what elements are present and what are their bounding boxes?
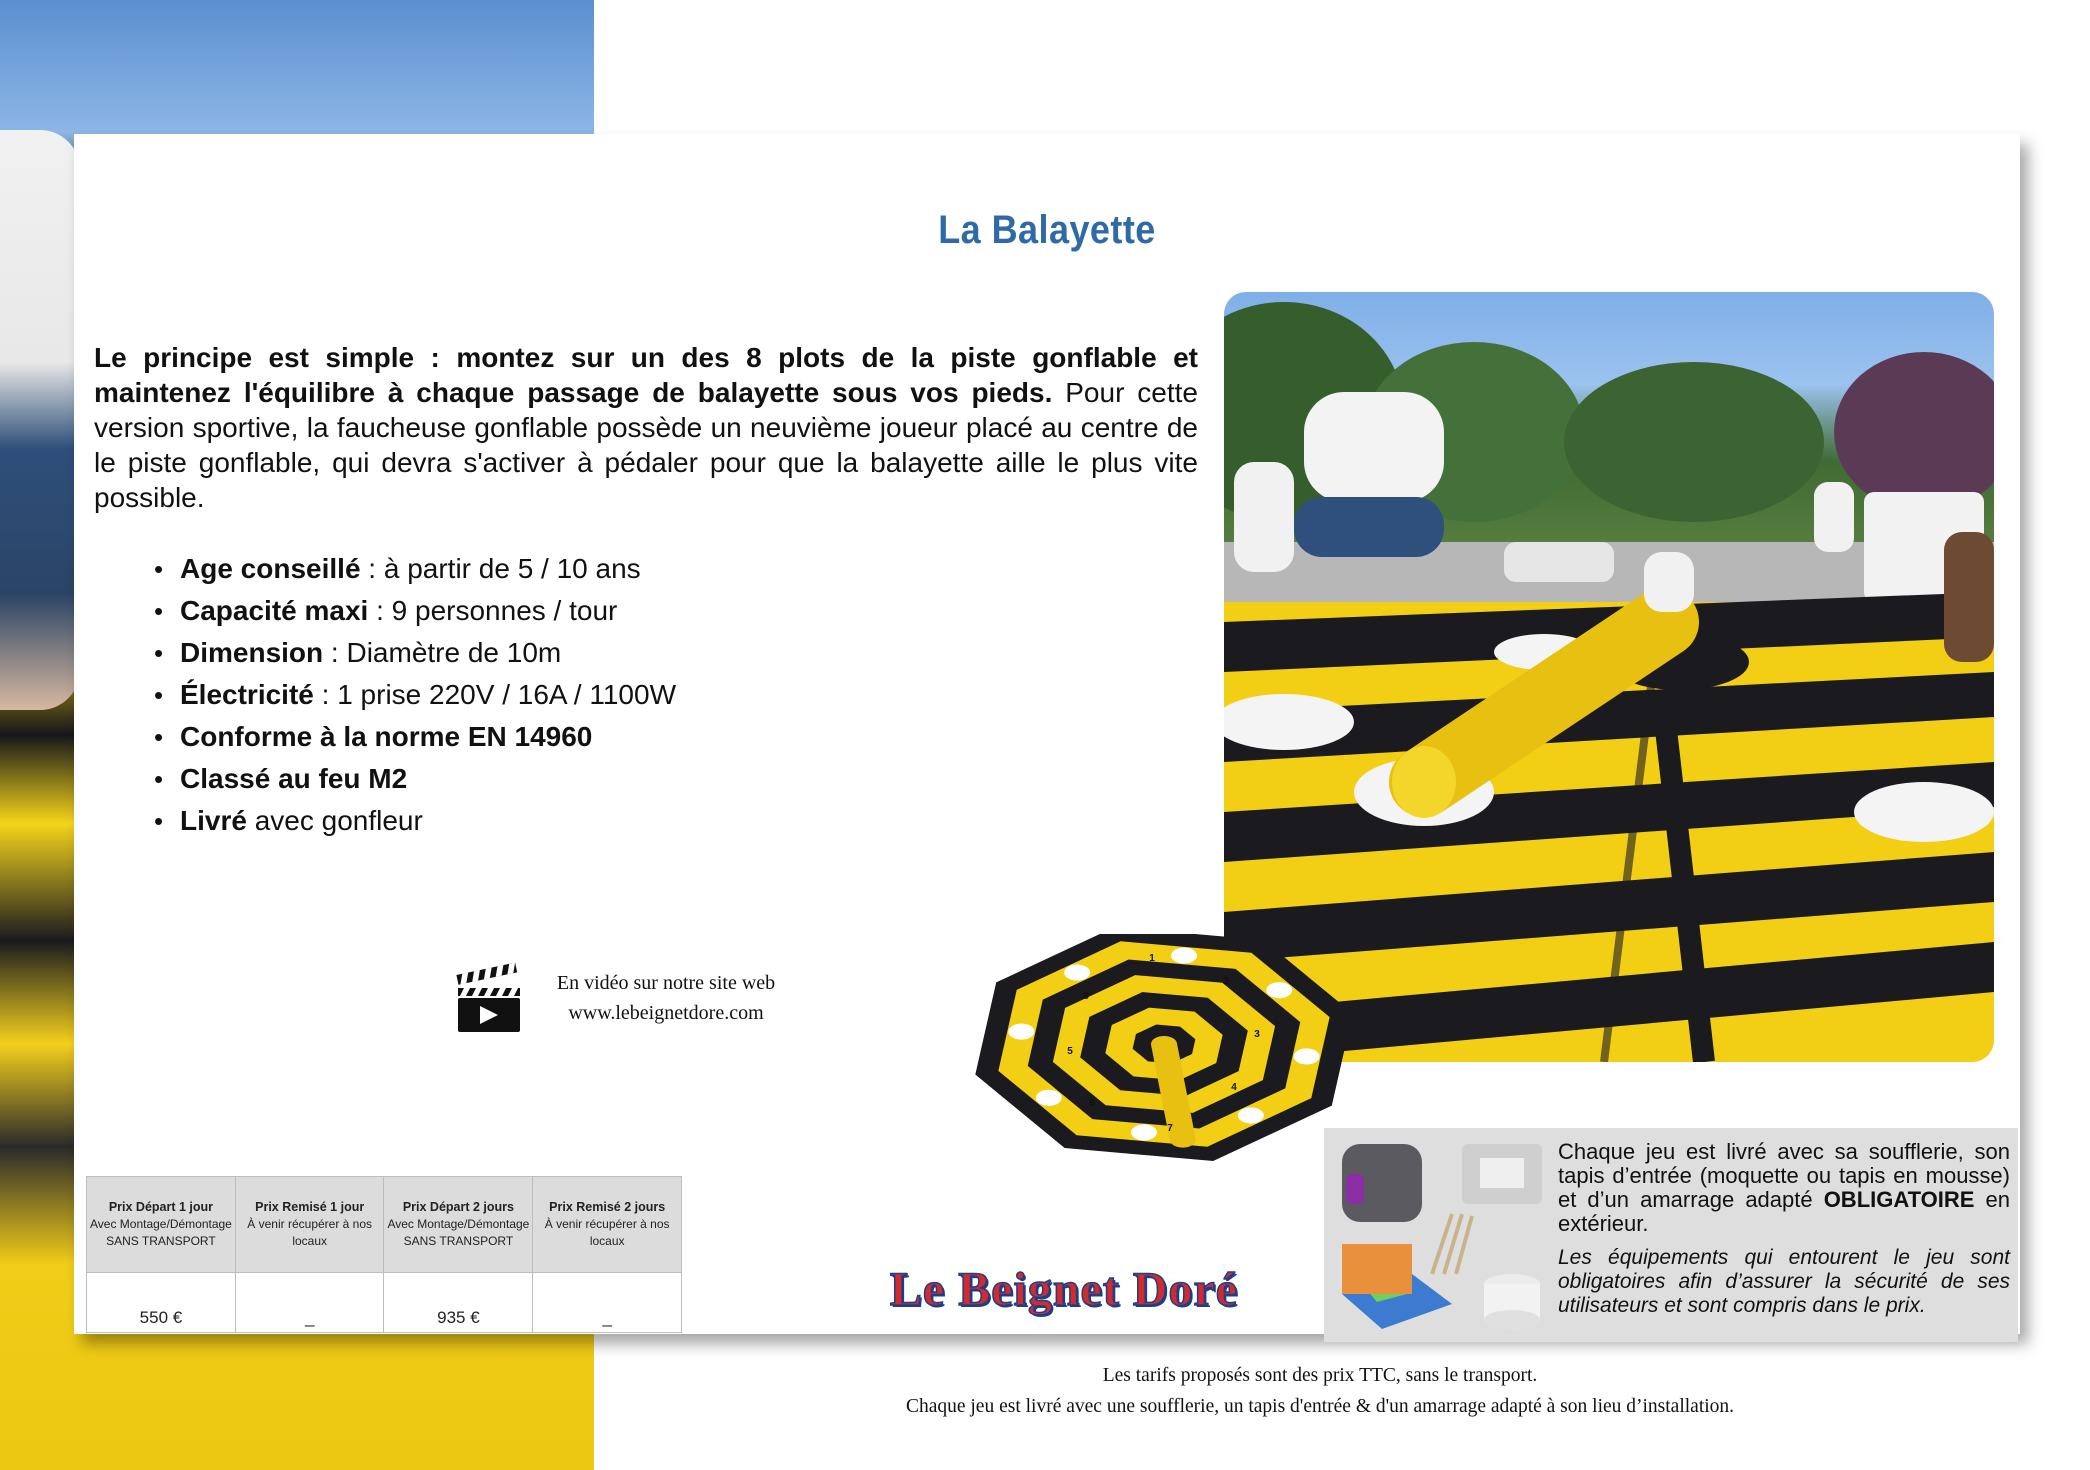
price-header-title: Prix Remisé 1 jour (255, 1200, 365, 1214)
equipment-images (1332, 1134, 1558, 1334)
price-cell: _ (235, 1273, 384, 1333)
price-header-sub2: SANS TRANSPORT (106, 1234, 216, 1248)
price-header-sub2: SANS TRANSPORT (403, 1234, 514, 1248)
price-table-header-row (87, 1177, 682, 1273)
equipment-box (1324, 1128, 2018, 1342)
spec-label: Capacité maxi (180, 595, 369, 626)
price-header-sub: Avec Montage/Démontage (89, 1217, 232, 1231)
price-header-title: Prix Départ 2 jours (402, 1200, 514, 1214)
price-header-1 (87, 1177, 236, 1273)
price-header-title: Prix Remisé 2 jours (549, 1200, 666, 1214)
octagon-drawing (974, 934, 1354, 1164)
price-header-sub: Avec Montage/Démontage (387, 1217, 530, 1231)
octagon-number-label: 4 (1231, 1082, 1237, 1093)
spec-item-dimension (154, 632, 676, 674)
intro-paragraph (94, 340, 1198, 515)
equipment-text (1558, 1140, 2010, 1236)
footer (740, 1360, 1900, 1422)
price-header-2 (235, 1177, 384, 1273)
website-link[interactable]: www.lebeignetdore.com (568, 1002, 764, 1024)
spec-value: : 1 prise 220V / 16A / 1100W (313, 679, 676, 710)
spec-label: Classé au feu M2 (180, 763, 408, 794)
price-header-sub: À venir récupérer à nos locaux (247, 1217, 373, 1248)
octagon-product-image (974, 934, 1354, 1164)
video-text (536, 968, 796, 1028)
page-title: La Balayette (938, 208, 1156, 252)
spec-list (154, 548, 676, 842)
spec-item-norm (154, 716, 676, 758)
spec-value: avec gonfleur (246, 805, 423, 836)
footer-line-2: Chaque jeu est livré avec une soufflerie, un tapis d'entrée & d'un amarrage adapté à son lieu d’installation. (905, 1396, 1735, 1417)
octagon-number-label: 3 (1254, 1029, 1260, 1040)
intro-bold: Le principe est simple : montez sur un des 8 plots de la piste gonflable et maintenez l'équilibre à chaque passage de balayette sous vos pieds. (94, 342, 1198, 408)
octagon-number-label: 6 (1089, 1098, 1095, 1109)
price-cell: _ (533, 1273, 682, 1333)
price-cell: 550 € (87, 1273, 236, 1333)
brand-logo: Le Beignet Doré (889, 1263, 1239, 1316)
price-header-title: Prix Départ 1 jour (108, 1200, 214, 1214)
spec-item-age (154, 548, 676, 590)
octagon-number-label: 5 (1067, 1046, 1073, 1057)
equipment-note: Les équipements qui entourent le jeu sont obligatoires afin d’assurer la sécurité de ses utilisateurs et sont compris dans le prix. (1558, 1246, 2010, 1317)
video-notice[interactable] (456, 962, 816, 1038)
equipment-text-a: Chaque jeu est livré avec sa soufflerie, son tapis d’entrée (moquette ou tapis en mousse) et d’un amarrage adapté (1558, 1139, 2010, 1212)
spec-label: Dimension (180, 637, 324, 668)
footer-line-1: Les tarifs proposés sont des prix TTC, sans le transport. (1102, 1365, 1538, 1386)
background-person (0, 130, 80, 710)
spec-label: Conforme à la norme EN 14960 (180, 721, 593, 752)
product-card (74, 134, 2020, 1334)
price-cell: 935 € (384, 1273, 533, 1333)
price-header-4 (533, 1177, 682, 1273)
spec-item-delivery (154, 800, 676, 842)
clapperboard-icon (456, 962, 522, 1034)
spec-item-electricity (154, 674, 676, 716)
spec-value: : 9 personnes / tour (368, 595, 618, 626)
price-table-row (87, 1273, 682, 1333)
price-header-sub: À venir récupérer à nos locaux (544, 1217, 670, 1248)
spec-value: : Diamètre de 10m (323, 637, 562, 668)
spec-value: : à partir de 5 / 10 ans (360, 553, 641, 584)
price-table (86, 1176, 682, 1333)
spec-label: Livré (180, 805, 247, 836)
spec-item-capacity (154, 590, 676, 632)
octagon-number-label: 8 (1083, 991, 1089, 1002)
equipment-text-b: en extérieur. (1558, 1187, 2010, 1236)
spec-label: Age conseillé (180, 553, 361, 584)
price-header-3 (384, 1177, 533, 1273)
spec-label: Électricité (180, 679, 314, 710)
octagon-number-label: 2 (1223, 976, 1229, 987)
equipment-text-bold: OBLIGATOIRE (1823, 1187, 1975, 1212)
spec-item-fire (154, 758, 676, 800)
video-caption: En vidéo sur notre site web (556, 972, 776, 994)
octagon-number-label: 7 (1167, 1123, 1173, 1134)
octagon-number-label: 1 (1149, 953, 1155, 964)
intro-rest: Pour cette version sportive, la faucheuse gonflable possède un neuvième joueur placé au centre de le piste gonflable, qui devra s'activer à pédaler pour que la balayette aille le plus vite possible. (94, 377, 1198, 513)
